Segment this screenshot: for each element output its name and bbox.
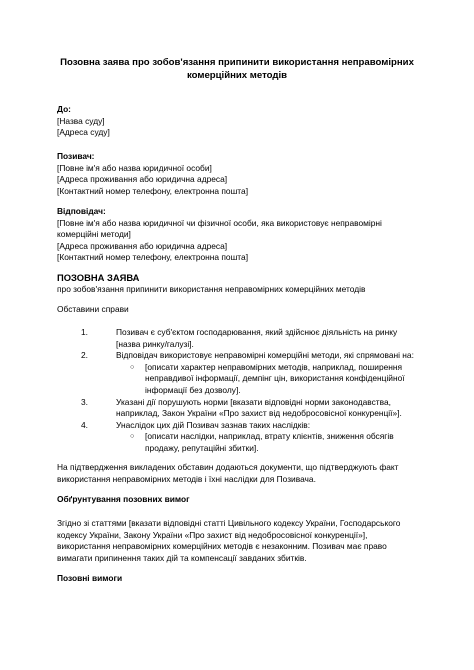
plaintiff-label: Позивач:	[57, 151, 95, 161]
circumstances-closing: На підтвердження викладених обставин додаються документи, що підтверджують факт використання неправомірних методів і їхні наслідки для Позивача.	[57, 462, 399, 484]
defendant-section	[57, 206, 419, 264]
claim-section	[57, 272, 419, 295]
list-item	[57, 350, 419, 362]
plaintiff-contact: [Контактний номер телефону, електронна пошта]	[57, 185, 249, 196]
sub-item-text: [описати наслідки, наприклад, втрату клієнтів, зниження обсягів продажу, репутаційні збитки].	[145, 431, 394, 453]
circumstances-list	[57, 327, 419, 455]
circle-bullet-icon: ○	[130, 363, 135, 371]
plaintiff-section	[57, 151, 419, 197]
item-number: 4.	[81, 419, 88, 430]
circle-bullet-icon: ○	[130, 433, 135, 441]
item-text: Відповідач використовує неправомірні комерційні методи, які спрямовані на:	[116, 350, 414, 361]
item-text: Унаслідок цих дій Позивач зазнав таких наслідків:	[116, 419, 311, 430]
item-number: 2.	[81, 350, 88, 361]
item-text: Позивач є суб'єктом господарювання, який здійснює діяльність на ринку [назва ринку/галузі].	[116, 327, 398, 349]
to-label: До:	[57, 104, 71, 114]
item-number: 3.	[81, 396, 88, 407]
court-address: [Адреса суду]	[57, 127, 110, 138]
court-name: [Назва суду]	[57, 115, 105, 126]
sub-list-item	[57, 362, 419, 397]
defendant-address: [Адреса проживання або юридична адреса]	[57, 240, 228, 251]
sub-list-item	[57, 431, 419, 454]
claim-heading: ПОЗОВНА ЗАЯВА	[57, 272, 140, 283]
list-item	[57, 327, 419, 350]
defendant-contact: [Контактний номер телефону, електронна пошта]	[57, 252, 249, 263]
plaintiff-name: [Повне ім'я або назва юридичної особи]	[57, 162, 212, 173]
sub-item-text: [описати характер неправомірних методів, наприклад, поширення неправдивої інформації, демпінг цін, використання конфіденційної інформації без дозволу].	[145, 361, 405, 395]
demands-heading: Позовні вимоги	[57, 573, 123, 583]
item-number: 1.	[81, 327, 88, 337]
claim-subtitle: про зобов'язання припинити використання неправомірних комерційних методів	[57, 283, 366, 294]
document-title: Позовна заява про зобов'язання припинити використання неправомірних комерційних методів	[60, 57, 414, 81]
justification-text: Згідно зі статтями [вказати відповідні статті Цивільного кодексу України, Господарського кодексу України, Закону України «Про захист від недобросовісної конкуренції»], використання неправомірних комерційних методів є незаконним. Позивач має право вимагати припинення таких дій та компенсації завданих збитків.	[57, 518, 401, 563]
list-item	[57, 420, 419, 432]
defendant-label: Відповідач:	[57, 206, 106, 216]
circumstances-heading: Обставини справи	[57, 304, 129, 314]
justification-heading: Обґрунтування позовних вимог	[57, 494, 190, 504]
list-item	[57, 397, 419, 420]
to-section	[57, 104, 419, 139]
item-text: Указані дії порушують норми [вказати відповідні норми законодавства, наприклад, Закон України «Про захист від недобросовісної конкуренції»].	[116, 396, 402, 419]
plaintiff-address: [Адреса проживання або юридична адреса]	[57, 174, 228, 185]
defendant-name: [Повне ім'я або назва юридичної чи фізичної особи, яка використовує неправомірні комерційні методи]	[57, 217, 382, 240]
